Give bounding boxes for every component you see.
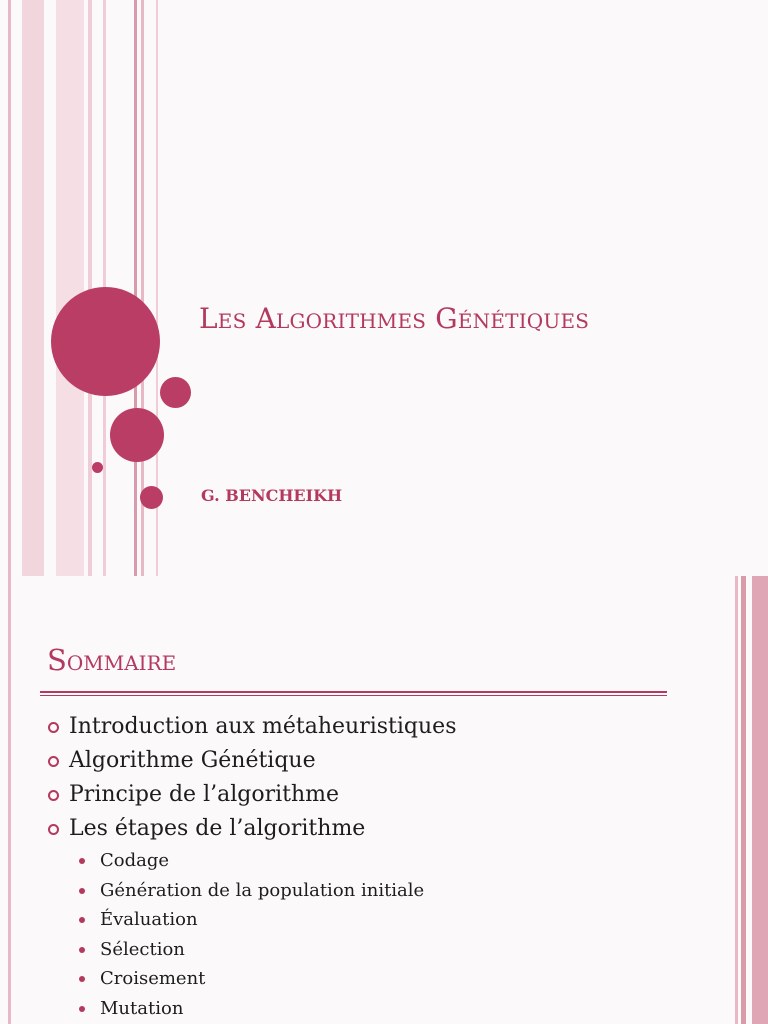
sub-list-item-text: Mutation	[100, 997, 184, 1019]
decorative-stripe	[752, 576, 768, 1024]
bullet-icon	[79, 947, 85, 953]
sub-list-item	[47, 935, 456, 965]
sub-list-item-text: Génération de la population initiale	[100, 879, 425, 901]
bullet-icon	[79, 917, 85, 923]
decorative-circle-tiny	[92, 462, 103, 473]
decorative-stripe	[56, 0, 84, 576]
sub-list-item	[47, 964, 456, 994]
decorative-stripe	[735, 576, 738, 1024]
sub-list-item	[47, 846, 456, 876]
bullet-icon	[79, 1006, 85, 1012]
sub-list-item	[47, 905, 456, 935]
bullet-icon	[48, 756, 59, 767]
bullet-icon	[48, 790, 59, 801]
list-item	[47, 778, 456, 812]
decorative-stripe	[741, 576, 746, 1024]
list-item	[47, 812, 456, 846]
summary-slide	[0, 576, 768, 1024]
slide-author: G. BENCHEIKH	[201, 486, 343, 505]
heading-rule	[40, 691, 667, 693]
heading-rule	[40, 695, 667, 696]
list-item-text: Introduction aux métaheuristiques	[69, 714, 457, 739]
decorative-stripe	[22, 0, 44, 576]
bullet-icon	[48, 722, 59, 733]
sub-list-item	[47, 876, 456, 906]
list-item-text: Algorithme Génétique	[69, 748, 316, 773]
summary-list	[47, 710, 456, 1024]
bullet-icon	[48, 824, 59, 835]
list-item-text: Les étapes de l’algorithme	[69, 816, 366, 841]
sub-list-item-text: Évaluation	[100, 909, 198, 931]
list-item	[47, 710, 456, 744]
section-heading: Sommaire	[47, 643, 177, 677]
decorative-stripe	[8, 0, 11, 576]
sub-list-item-text: Codage	[100, 850, 170, 871]
list-item	[47, 744, 456, 778]
slide-title: Les Algorithmes Génétiques	[199, 302, 590, 335]
decorative-circle-small	[140, 486, 163, 509]
bullet-icon	[79, 976, 85, 982]
decorative-stripe	[8, 576, 11, 1024]
decorative-circle-small	[160, 377, 191, 408]
decorative-circle-large	[51, 287, 160, 396]
decorative-circle-medium	[110, 408, 164, 462]
sub-list-item	[47, 994, 456, 1024]
bullet-icon	[79, 888, 85, 894]
sub-list-item-text: Croisement	[100, 968, 206, 990]
sub-list-item-text: Sélection	[100, 938, 185, 960]
bullet-icon	[79, 858, 85, 864]
decorative-stripe	[134, 0, 137, 576]
list-item-text: Principe de l’algorithme	[69, 782, 340, 807]
